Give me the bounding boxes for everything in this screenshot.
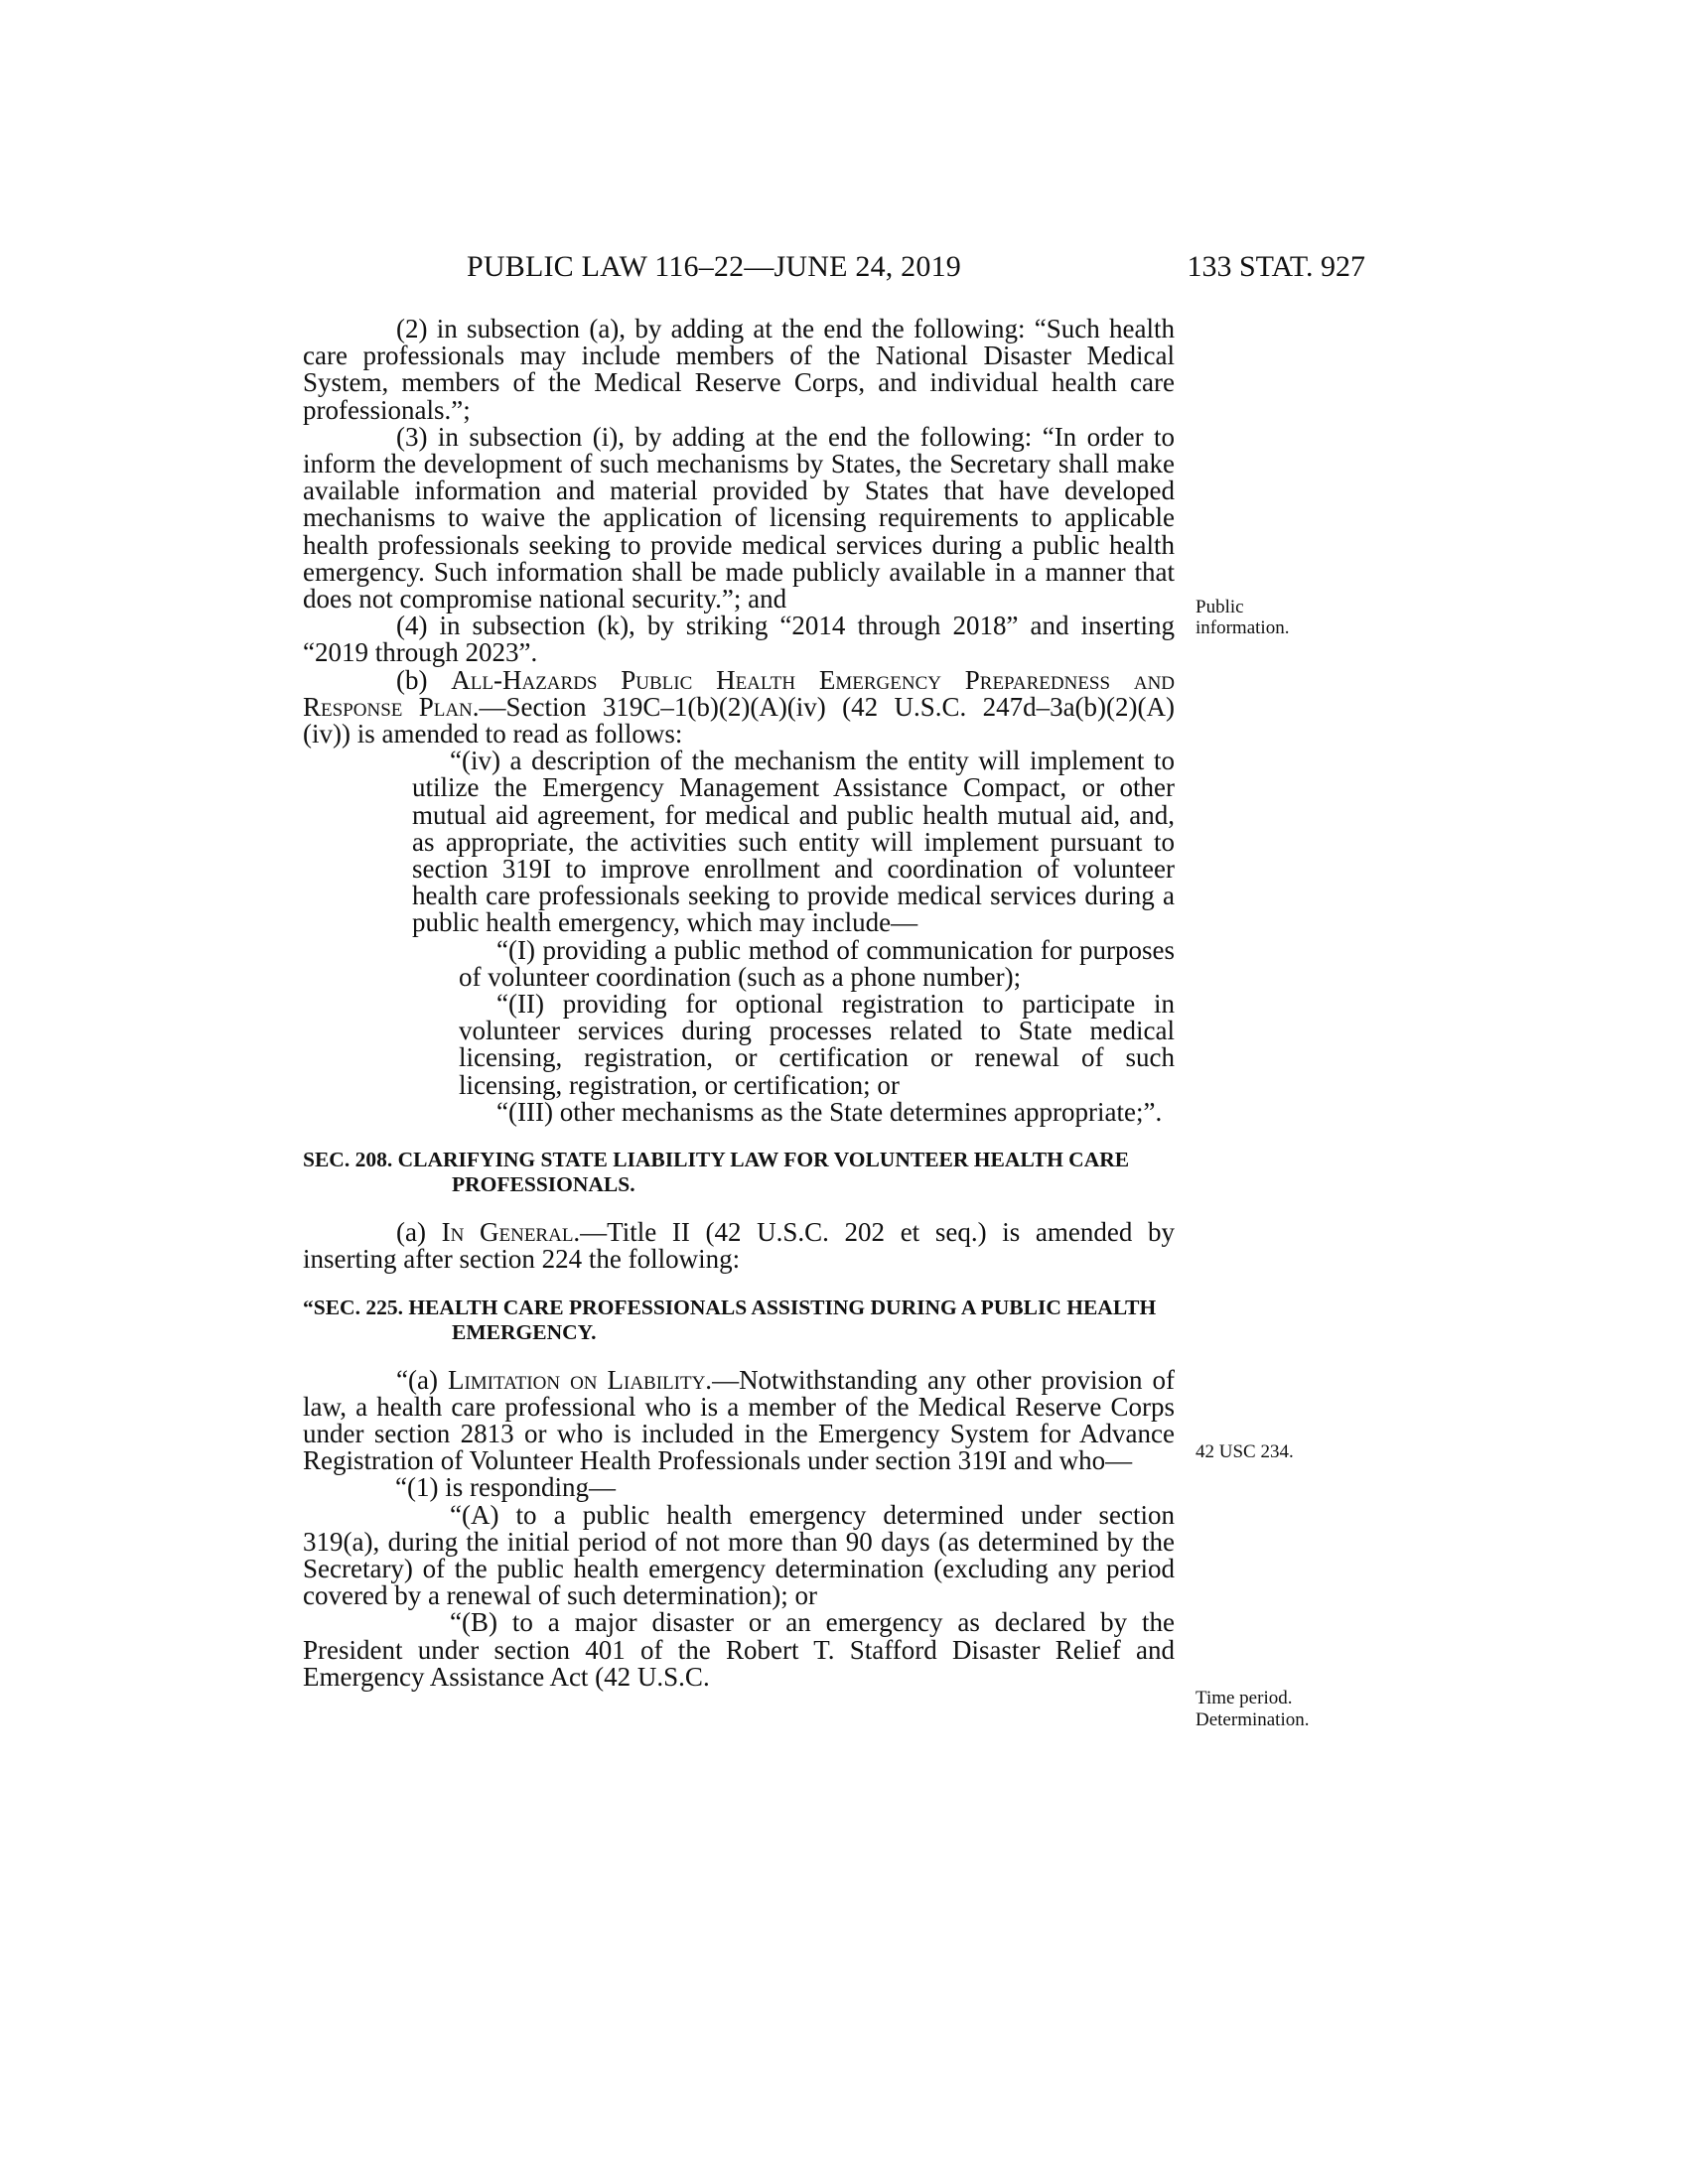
paragraph-3: (3) in subsection (i), by adding at the end the following: “In order to inform the development of such mechanisms by States, the Secretary shall make available information and material provided by States that have developed mechanisms to waive the application of licensing requirements to applicable health professionals seeking to provide medical services during a public health emergency. Such information shall be made publicly available in a manner that does not compromise national security.”; and — [303, 421, 1175, 614]
limitation-label: “(a) — [396, 1364, 448, 1395]
subsection-b-text: —Section 319C–1(b)(2)(A)(iv) (42 U.S.C. 247d–3a(b)(2)(A)(iv)) is amended to read as follows: — [303, 691, 1176, 750]
subsection-a-heading: In General. — [441, 1217, 581, 1248]
statute-page-number: 133 STAT. 927 — [1187, 250, 1365, 283]
section-208-heading — [303, 1148, 1175, 1197]
paragraph-2: (2) in subsection (a), by adding at the end the following: “Such health care professionals may include members of the National Disaster Medical System, members of the Medical Reserve Corps, and individual health care professionals.”; — [303, 314, 1175, 425]
subsection-b — [303, 664, 1176, 750]
subclause-II: “(II) providing for optional registration to participate in volunteer services during processes related to State medical licensing, registration, or certification or renewal of such licensing, registration, or certification; or — [459, 989, 1175, 1100]
section-208-title: SEC. 208. CLARIFYING STATE LIABILITY LAW FOR VOLUNTEER HEALTH CARE PROFESSIONALS. — [303, 1148, 1130, 1197]
section-225-heading — [303, 1296, 1175, 1345]
clause-iv: “(iv) a description of the mechanism the entity will implement to utilize the Emergency Management Assistance Compact, or other mutual aid agreement, for medical and public health mutual aid, and, as appropriate, the activities such entity will implement pursuant to section 319I to improve enrollment and coordination of volunteer health care professionals seeking to provide medical services during a public health emergency, which may include— — [412, 746, 1175, 938]
subsection-b-heading: All-Hazards Public Health Emergency Preparedness and Response Plan. — [303, 664, 1176, 722]
margin-note-public: Public — [1196, 597, 1244, 617]
limitation-text: —Notwithstanding any other provision of law, a health care professional who is a member of the Medical Reserve Corps under section 2813 or who is included in the Emergency System for Advance Registration of Volunteer Health Professionals under section 319I and who— — [303, 1364, 1175, 1476]
document-body — [303, 316, 1175, 1691]
subsection-a — [303, 1219, 1175, 1273]
margin-note-information: information. — [1196, 617, 1290, 638]
margin-note-determination: Determination. — [1196, 1709, 1310, 1730]
subparagraph-B: “(B) to a major disaster or an emergency as declared by the President under section 401 of the Robert T. Stafford Disaster Relief and Emergency Assistance Act (42 U.S.C. — [303, 1607, 1175, 1692]
subsection-a-label: (a) — [396, 1217, 442, 1248]
subsection-b-label: (b) — [396, 664, 452, 695]
subsection-a-text: —Title II (42 U.S.C. 202 et seq.) is amended by inserting after section 224 the following: — [303, 1217, 1175, 1275]
margin-note-usc: 42 USC 234. — [1196, 1441, 1294, 1462]
paragraph-1-responding: “(1) is responding— — [395, 1472, 616, 1503]
subclause-I: “(I) providing a public method of communication for purposes of volunteer coordination (such as a phone number); — [459, 934, 1175, 992]
section-225-title: “SEC. 225. HEALTH CARE PROFESSIONALS ASSISTING DURING A PUBLIC HEALTH EMERGENCY. — [303, 1295, 1157, 1344]
limitation-on-liability — [303, 1364, 1175, 1476]
subclause-III: “(III) other mechanisms as the State determines appropriate;”. — [496, 1096, 1163, 1127]
subparagraph-A: “(A) to a public health emergency determined under section 319(a), during the initial period of not more than 90 days (as determined by the Secretary) of the public health emergency determination (excluding any period covered by a renewal of such determination); or — [303, 1499, 1175, 1611]
paragraph-4: (4) in subsection (k), by striking “2014 through 2018” and inserting “2019 through 2023”. — [303, 611, 1175, 668]
running-header: PUBLIC LAW 116–22—JUNE 24, 2019 — [467, 250, 961, 283]
margin-note-time-period: Time period. — [1196, 1688, 1293, 1708]
limitation-heading: Limitation on Liability. — [447, 1364, 713, 1395]
